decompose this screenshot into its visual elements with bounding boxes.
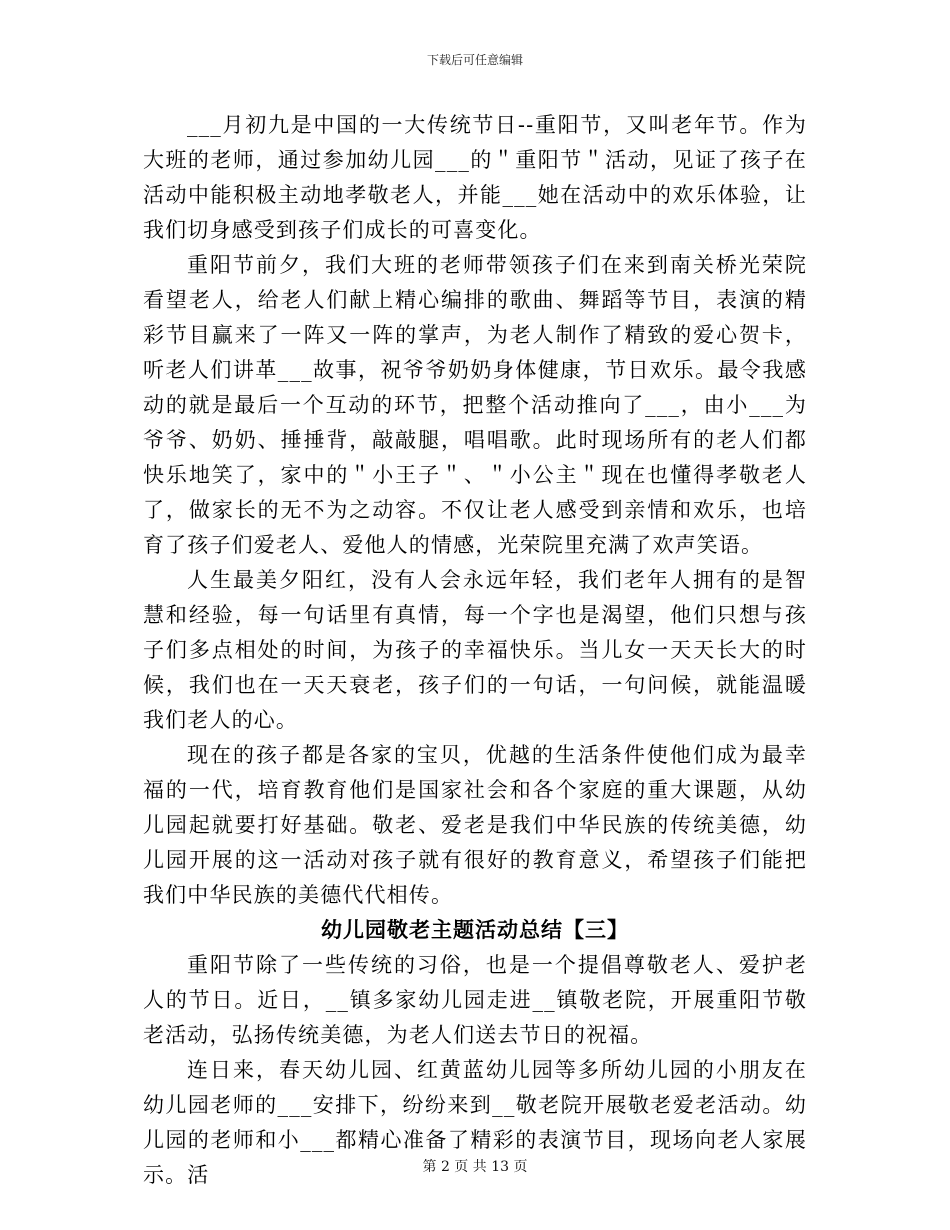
paragraph: 重阳节除了一些传统的习俗，也是一个提倡尊敬老人、爱护老人的节日。近日，__镇多家幼儿园走进__镇敬老院，开展重阳节敬老活动，弘扬传统美德，为老人们送去节日的祝福。: [143, 953, 807, 1047]
page-footer: 第 2 页 共 13 页: [422, 1159, 528, 1175]
page-header: 下载后可任意编辑: [426, 53, 523, 67]
document-body: [143, 108, 807, 1193]
section-title: 幼儿园敬老主题活动总结【三】: [321, 918, 629, 942]
paragraph: 现在的孩子都是各家的宝贝，优越的生活条件使他们成为最幸福的一代，培育教育他们是国家社会和各个家庭的重大课题，从幼儿园起就要打好基础。敬老、爱老是我们中华民族的传统美德，幼儿园开展的这一活动对孩子就有很好的教育意义，希望孩子们能把我们中华民族的美德代代相传。: [143, 743, 807, 907]
paragraph: ___月初九是中国的一大传统节日--重阳节，又叫老年节。作为大班的老师，通过参加幼儿园___的＂重阳节＂活动，见证了孩子在活动中能积极主动地孝敬老人，并能___她在活动中的欢乐体验，让我们切身感受到孩子们成长的可喜变化。: [143, 113, 807, 242]
paragraph: 人生最美夕阳红，没有人会永远年轻，我们老年人拥有的是智慧和经验，每一句话里有真情，每一个字也是渴望，他们只想与孩子们多点相处的时间，为孩子的幸福快乐。当儿女一天天长大的时候，我们也在一天天衰老，孩子们的一句话，一句问候，就能温暖我们老人的心。: [143, 568, 807, 732]
paragraph: 重阳节前夕，我们大班的老师带领孩子们在来到南关桥光荣院看望老人，给老人们献上精心编排的歌曲、舞蹈等节目，表演的精彩节目赢来了一阵又一阵的掌声，为老人制作了精致的爱心贺卡，听老人们讲革___故事，祝爷爷奶奶身体健康，节日欢乐。最令我感动的就是最后一个互动的环节，把整个活动推向了___，由小___为爷爷、奶奶、捶捶背，敲敲腿，唱唱歌。此时现场所有的老人们都快乐地笑了，家中的＂小王子＂、＂小公主＂现在也懂得孝敬老人了，做家长的无不为之动容。不仅让老人感受到亲情和欢乐，也培育了孩子们爱老人、爱他人的情感，光荣院里充满了欢声笑语。: [143, 253, 807, 557]
paragraph: 连日来，春天幼儿园、红黄蓝幼儿园等多所幼儿园的小朋友在幼儿园老师的___安排下，纷纷来到__敬老院开展敬老爱老活动。幼儿园的老师和小___都精心准备了精彩的表演节目，现场向老人家展示。活: [143, 1058, 807, 1187]
